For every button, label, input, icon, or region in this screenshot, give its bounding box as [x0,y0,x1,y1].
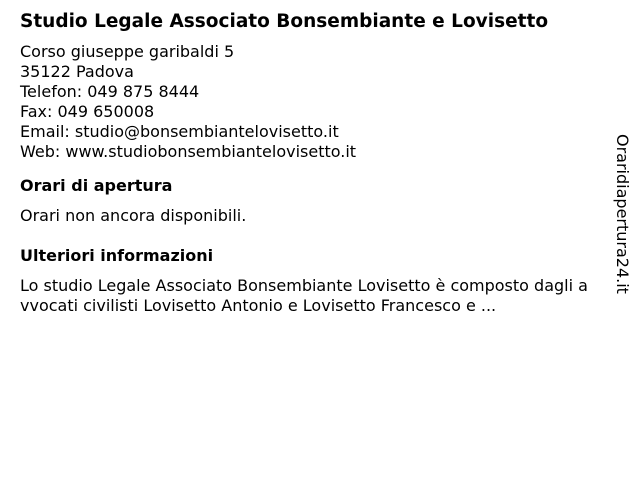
address-city: 35122 Padova [20,62,134,81]
phone-number: Telefon: 049 875 8444 [20,82,200,101]
address-street: Corso giuseppe garibaldi 5 [20,42,235,61]
site-brand-vertical: Oraridiapertura24.it [613,134,632,294]
business-details [20,10,592,316]
business-title: Studio Legale Associato Bonsembiante e Lovisetto [20,11,549,32]
further-info-heading: Ulteriori informazioni [20,246,214,265]
contact-block [20,42,592,162]
fax-number: Fax: 049 650008 [20,102,155,121]
opening-hours-text: Orari non ancora disponibili. [20,206,247,225]
opening-hours-heading: Orari di apertura [20,176,173,195]
further-info-text: Lo studio Legale Associato Bonsembiante Lovisetto è composto dagli avvocati civilisti Lovisetto Antonio e Lovisetto Francesco e ... [20,276,588,315]
website-address: Web: www.studiobonsembiantelovisetto.it [20,142,357,161]
email-address: Email: studio@bonsembiantelovisetto.it [20,122,339,141]
